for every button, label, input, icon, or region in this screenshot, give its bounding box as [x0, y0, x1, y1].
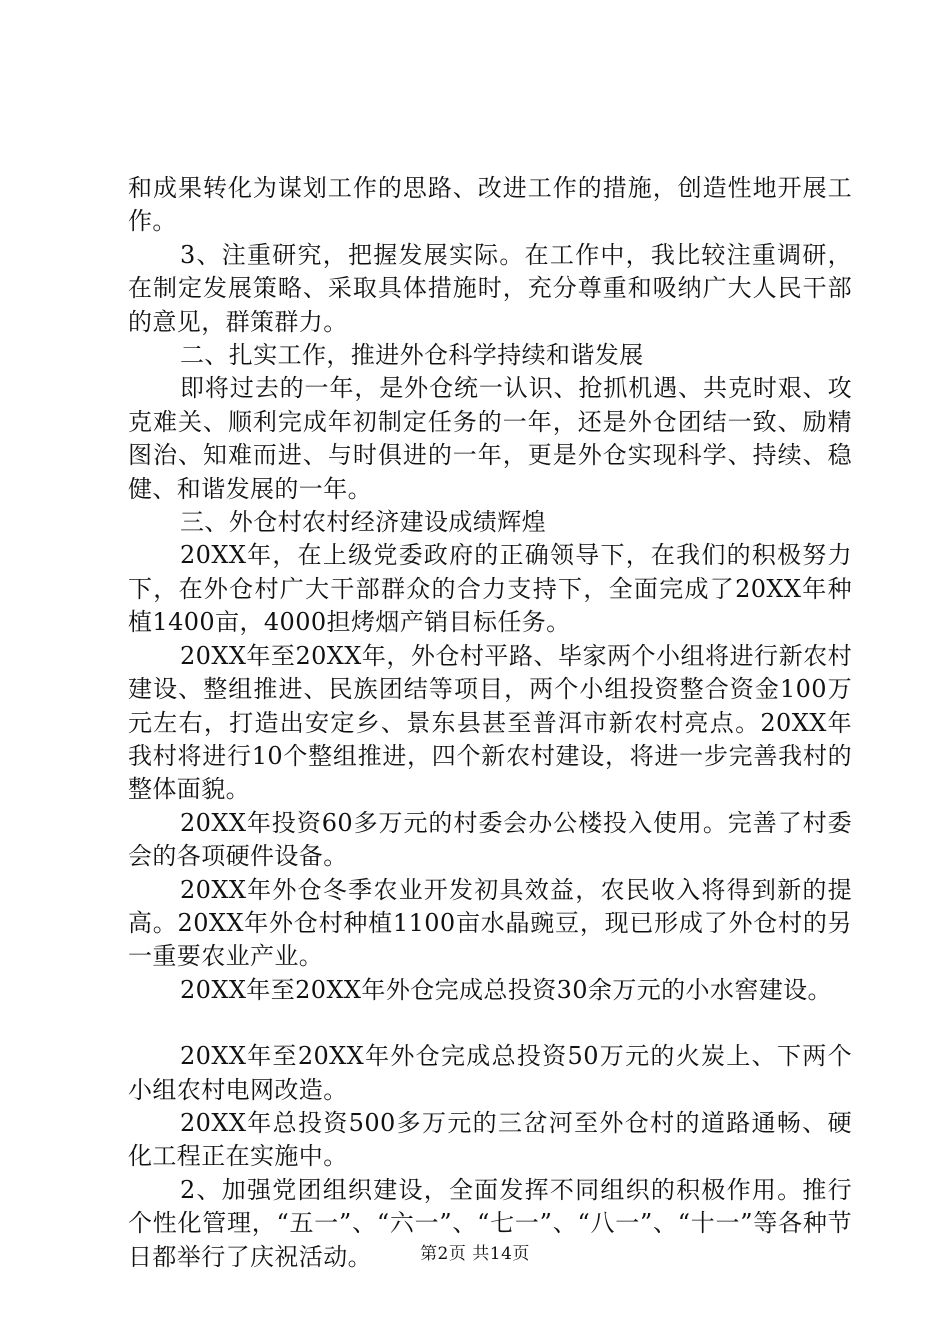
paragraph-9: 20XX年至20XX年外仓完成总投资50万元的火炭上、下两个小组农村电网改造。	[128, 1042, 852, 1104]
paragraph-10: 20XX年总投资500多万元的三岔河至外仓村的道路通畅、硬化工程正在实施中。	[128, 1108, 852, 1171]
paragraph-11: 2、加强党团组织建设，全面发挥不同组织的积极作用。推行个性化管理，“五一”、“六一”、“七一”、“八一”、“十一”等各种节日都举行了庆祝活动。	[128, 1175, 852, 1271]
page-number-label: 第2页 共14页	[420, 1244, 530, 1264]
section-heading-3: 三、外仓村农村经济建设成绩辉煌	[180, 508, 546, 537]
paragraph-1: 和成果转化为谋划工作的思路、改进工作的措施，创造性地开展工作。	[128, 174, 852, 236]
paragraph-5: 20XX年至20XX年，外仓村平路、毕家两个小组将进行新农村建设、整组推进、民族团结等项目，两个小组投资整合资金100万元左右，打造出安定乡、景东县甚至普洱市新农村亮点。20XX年我村将进行10个整组推进，四个新农村建设，将进一步完善我村的整体面貌。	[128, 641, 852, 804]
paragraph-2: 3、注重研究，把握发展实际。在工作中，我比较注重调研，在制定发展策略、采取具体措施时，充分尊重和吸纳广大人民干部的意见，群策群力。	[128, 240, 852, 336]
document-body	[128, 172, 852, 1274]
paragraph-6: 20XX年投资60多万元的村委会办公楼投入使用。完善了村委会的各项硬件设备。	[128, 808, 852, 871]
paragraph-7: 20XX年外仓冬季农业开发初具效益，农民收入将得到新的提高。20XX年外仓村种植1100亩水晶豌豆，现已形成了外仓村的另一重要农业产业。	[128, 875, 852, 971]
paragraph-8: 20XX年至20XX年外仓完成总投资30余万元的小水窖建设。	[180, 975, 832, 1004]
paragraph-3: 即将过去的一年，是外仓统一认识、抢抓机遇、共克时艰、攻克难关、顺利完成年初制定任务的一年，还是外仓团结一致、励精图治、知难而进、与时俱进的一年，更是外仓实现科学、持续、稳健、和谐发展的一年。	[128, 374, 852, 503]
paragraph-4: 20XX年，在上级党委政府的正确领导下，在我们的积极努力下，在外仓村广大干部群众的合力支持下，全面完成了20XX年种植1400亩，4000担烤烟产销目标任务。	[128, 541, 852, 637]
page-footer	[0, 1243, 950, 1265]
section-heading-2: 二、扎实工作，推进外仓科学持续和谐发展	[180, 341, 644, 370]
